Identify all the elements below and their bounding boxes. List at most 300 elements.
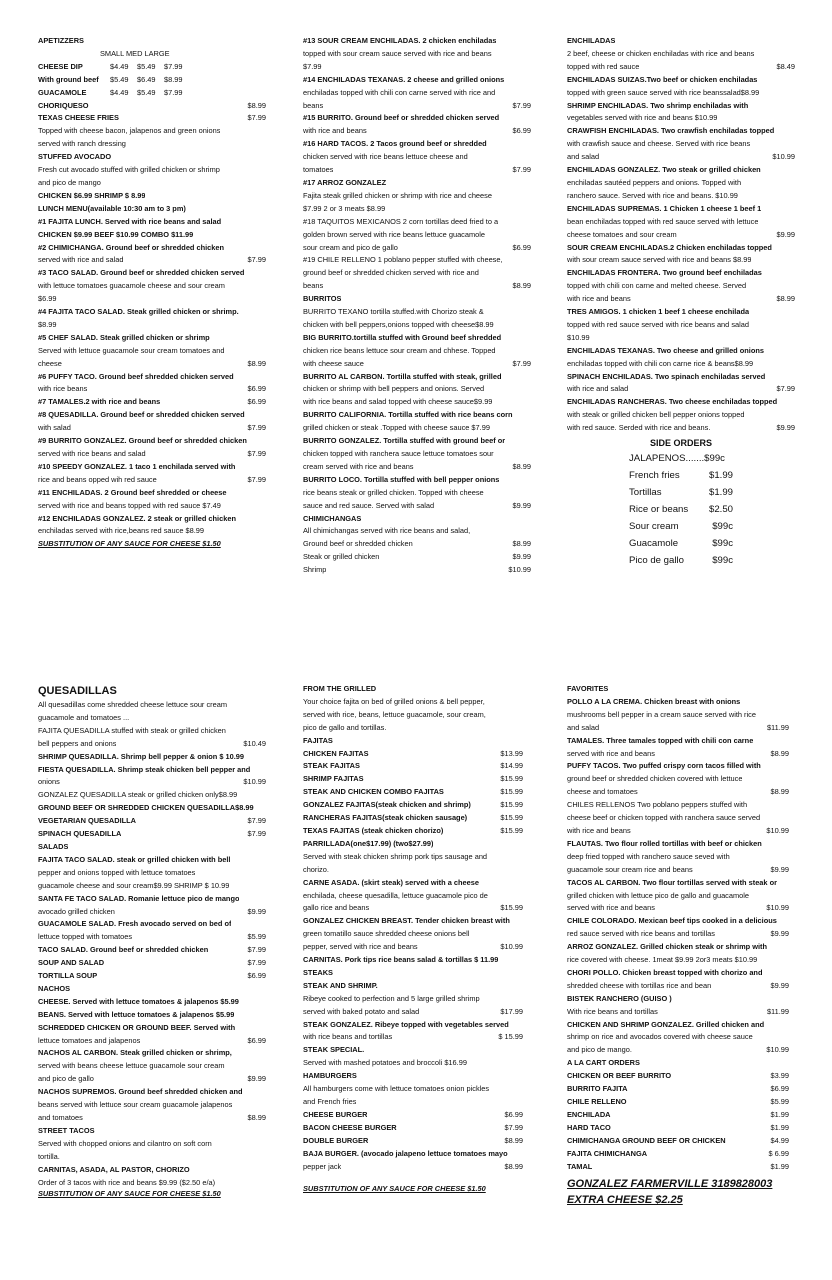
item-text: TAMALES. Three tamales topped with chili con carne <box>567 735 754 745</box>
menu-row <box>303 177 531 190</box>
item-price: $15.99 <box>500 800 523 810</box>
item-price <box>527 190 531 203</box>
menu-row <box>567 825 789 838</box>
item-price <box>791 74 795 87</box>
item-price: $99c <box>712 538 733 549</box>
item-price: $7.99 <box>247 255 266 265</box>
menu-row <box>567 799 789 812</box>
item-price <box>791 267 795 280</box>
item-price: $8.99 <box>504 1135 523 1145</box>
item-price <box>527 525 531 538</box>
item-text: golden brown served with rice beans lettuce guacamole <box>303 229 485 239</box>
item-price <box>519 1057 523 1070</box>
enchiladas-side-column <box>567 35 795 569</box>
item-text: SANTA FE TACO SALAD. Romanie lettuce pico de mango <box>38 893 240 903</box>
item-text: FAVORITES <box>567 684 609 693</box>
item-price <box>262 789 266 802</box>
item-price: $9.99 <box>770 929 789 939</box>
item-text: CARNITAS, ASADA, AL PASTOR, CHORIZO <box>38 1164 190 1174</box>
item-price: $7.99 <box>512 358 531 368</box>
item-price: $7.99 <box>247 474 266 484</box>
item-text: pepper, served with rice and beans <box>303 942 418 952</box>
menu-row <box>38 242 266 255</box>
item-price <box>262 125 266 138</box>
menu-row <box>567 371 795 384</box>
item-price <box>791 216 795 229</box>
item-text: NACHOS AL CARBON. Steak grilled chicken or shrimp, <box>38 1048 232 1058</box>
item-price: $7.99 <box>247 113 266 123</box>
item-text: FAJITA QUESADILLA stuffed with steak or grilled chicken <box>38 725 226 735</box>
menu-row <box>38 513 266 526</box>
menu-row <box>567 177 795 190</box>
item-price: $8.49 <box>776 61 795 71</box>
item-text: gallo rice and beans <box>303 903 370 913</box>
item-text: with salad <box>38 423 71 433</box>
item-price <box>519 928 523 941</box>
item-text: pepper jack <box>303 1161 342 1171</box>
item-price <box>262 1022 266 1035</box>
item-price: $4.49 <box>110 61 129 71</box>
menu-row <box>567 709 789 722</box>
item-text: cream served with rice and beans <box>303 461 414 471</box>
item-price <box>729 450 733 467</box>
item-price <box>785 877 789 890</box>
item-price: $7.99 <box>247 958 266 968</box>
menu-row <box>38 448 266 461</box>
item-price: $8.99 <box>504 1161 523 1171</box>
item-text: topped with chili con carne and melted cheese. Served <box>567 281 747 291</box>
item-text: With ground beef <box>38 74 99 84</box>
item-price <box>791 48 795 61</box>
item-price: $8.99 <box>512 539 531 549</box>
menu-row <box>303 448 531 461</box>
item-text: #19 CHILE RELLENO 1 poblano pepper stuffed with cheese, <box>303 255 503 265</box>
menu-row <box>303 709 523 722</box>
menu-row <box>38 1151 266 1164</box>
item-price: $10.99 <box>772 152 795 162</box>
item-text: ARROZ GONZALEZ. Grilled chicken steak or shrimp with <box>567 942 767 952</box>
menu-row <box>38 1035 266 1048</box>
menu-row <box>567 786 789 799</box>
item-price <box>262 267 266 280</box>
menu-row <box>567 696 789 709</box>
item-text: CARNE ASADA. (skirt steak) served with a cheese <box>303 877 479 887</box>
menu-row <box>567 980 789 993</box>
menu-row <box>38 996 266 1009</box>
menu-row <box>303 564 531 577</box>
menu-row <box>567 280 795 293</box>
item-text: GONZALEZ QUESADILLA steak or grilled chicken only$8.99 <box>38 790 238 800</box>
item-text: Tortillas <box>629 487 662 498</box>
menu-row <box>303 138 531 151</box>
extra-cheese-note: EXTRA CHEESE $2.25 <box>567 1194 683 1207</box>
menu-row <box>303 35 531 48</box>
menu-row <box>567 484 795 501</box>
substitution-note-2: SUBSTITUTION OF ANY SAUCE FOR CHEESE $1.50 <box>38 1189 221 1198</box>
menu-row <box>38 983 266 996</box>
menu-row <box>567 358 795 371</box>
item-price <box>262 293 266 306</box>
menu-row <box>38 789 266 802</box>
menu-row <box>567 954 789 967</box>
menu-row <box>303 915 523 928</box>
item-text: and tomatoes <box>38 1113 83 1122</box>
menu-row <box>303 851 523 864</box>
item-text: CHICKEN $9.99 BEEF $10.99 COMBO $11.99 <box>38 229 194 239</box>
item-text: $8.99 <box>38 319 57 329</box>
side-orders-list <box>567 450 795 569</box>
menu-list <box>303 35 531 577</box>
menu-row <box>38 396 266 409</box>
item-text: topped with red sauce served with rice beans and salad <box>567 319 750 329</box>
menu-row <box>567 48 795 61</box>
item-text: Topped with cheese bacon, jalapenos and green onions <box>38 126 221 136</box>
item-text: TACOS AL CARBON. Two flour tortillas served with steak or <box>567 877 777 887</box>
menu-row <box>567 812 789 825</box>
item-price <box>791 87 795 100</box>
item-price: $7.99 <box>504 1122 523 1132</box>
menu-row <box>38 474 266 487</box>
menu-row <box>567 1044 789 1057</box>
menu-row <box>567 293 795 306</box>
item-text: SOUP AND SALAD <box>38 958 105 968</box>
menu-row <box>303 203 531 216</box>
item-text: CHICKEN OR BEEF BURRITO <box>567 1071 672 1081</box>
item-price <box>262 345 266 358</box>
item-text: HARD TACO <box>567 1122 611 1132</box>
item-text: BAJA BURGER. (avocado jalapeno lettuce tomatoes mayo <box>303 1148 508 1158</box>
item-text: FAJITAS <box>303 735 333 745</box>
item-text: CHILES RELLENOS Two poblano peppers stuffed with <box>567 800 748 810</box>
item-text: #13 SOUR CREAM ENCHILADAS. 2 chicken enchiladas <box>303 36 497 45</box>
item-price: $7.99 <box>247 449 266 458</box>
item-price <box>262 203 266 216</box>
item-text: deep fried topped with ranchero sauce seved with <box>567 851 730 861</box>
item-text: with red sauce. Serded with rice and beans. <box>567 423 711 433</box>
item-price <box>527 138 531 151</box>
item-price <box>262 216 266 229</box>
item-text: NACHOS SUPREMOS. Ground beef shredded chicken and <box>38 1087 243 1097</box>
menu-row <box>303 164 531 177</box>
item-text: CHICKEN FAJITAS <box>303 748 369 758</box>
item-price <box>527 396 531 409</box>
menu-row <box>303 967 523 980</box>
menu-row <box>303 551 531 564</box>
menu-row <box>303 812 523 825</box>
item-price: $15.99 <box>500 825 523 835</box>
item-price <box>519 967 523 980</box>
item-text: #9 BURRITO GONZALEZ. Ground beef or shredded chicken <box>38 436 247 446</box>
item-price <box>262 751 266 764</box>
item-text: served with rice and beans <box>567 903 655 913</box>
menu-row <box>38 776 266 789</box>
item-price: $8.99 <box>512 281 531 291</box>
menu-row <box>567 319 795 332</box>
item-price: $99c <box>712 555 733 566</box>
menu-row <box>567 535 795 552</box>
item-text: Sour cream <box>629 521 679 532</box>
item-text: BURRITO CALIFORNIA. Tortilla stuffed with rice beans corn <box>303 410 513 420</box>
item-text: All chimichangas served with rice beans and salad, <box>303 526 471 536</box>
item-price <box>262 461 266 474</box>
item-price <box>262 854 266 867</box>
item-text: grilled chicken with lettuce pico de gallo and guacamole <box>567 890 750 900</box>
item-text: #15 BURRITO. Ground beef or shredded chicken served <box>303 113 500 123</box>
item-price: $5.99 <box>770 1097 789 1106</box>
menu-row <box>38 893 266 906</box>
menu-row <box>303 1044 523 1057</box>
menu-row <box>303 190 531 203</box>
item-text: enchilada, cheese quesadilla, lettuce guacamole pico de <box>303 890 488 900</box>
menu-row <box>303 722 523 735</box>
item-text: guacamole sour cream rice and beans <box>567 864 693 874</box>
item-price <box>791 345 795 358</box>
menu-row <box>38 880 266 893</box>
item-text: and salad <box>567 152 600 162</box>
item-price <box>527 267 531 280</box>
menu-row <box>303 799 523 812</box>
item-text: #14 ENCHILADAS TEXANAS. 2 cheese and grilled onions <box>303 74 505 84</box>
item-price: $10.99 <box>508 565 531 575</box>
menu-row <box>38 1138 266 1151</box>
item-price <box>262 242 266 255</box>
item-price <box>791 409 795 422</box>
item-text: shredded cheese with tortillas rice and bean <box>567 980 712 990</box>
menu-row <box>303 396 531 409</box>
item-text: Pico de gallo <box>629 555 684 566</box>
item-price <box>785 696 789 709</box>
item-text: green tomatillo sauce shredded cheese onions bell <box>303 929 470 939</box>
menu-row <box>567 254 795 267</box>
item-text: JALAPENOS.......$99c <box>629 453 725 464</box>
item-text: chicken or shrimp with bell peppers and onions. Served <box>303 384 485 394</box>
item-text: Steak or grilled chicken <box>303 552 380 562</box>
enchiladas-list <box>567 35 795 435</box>
item-price <box>527 435 531 448</box>
item-text: ENCHILADAS FRONTERA. Two ground beef enchiladas <box>567 268 762 278</box>
menu-row <box>38 383 266 396</box>
menu-row <box>303 928 523 941</box>
item-text: CRAWFISH ENCHILADAS. Two crawfish enchiladas topped <box>567 126 775 136</box>
menu-row <box>567 838 789 851</box>
item-price <box>262 1009 266 1022</box>
item-price: $7.99 <box>164 61 183 71</box>
item-text: enchiladas served with rice,beans red sauce $8.99 <box>38 526 204 536</box>
menu-row <box>303 1135 523 1148</box>
substitution-note: SUBSTITUTION OF ANY SAUCE FOR CHEESE $1.50 <box>38 539 221 549</box>
item-price: $6.99 <box>247 1035 266 1045</box>
item-text: mushrooms bell pepper in a cream sauce served with rice <box>567 709 756 719</box>
item-price <box>791 306 795 319</box>
item-price <box>262 996 266 1009</box>
item-text: VEGETARIAN QUESADILLA <box>38 816 136 826</box>
item-text: #5 CHEF SALAD. Steak grilled chicken or shrimp <box>38 332 210 342</box>
menu-row <box>303 993 523 1006</box>
item-text: enchiladas topped with chili con carne rice & beans$8.99 <box>567 358 754 368</box>
item-text: SHRIMP ENCHILADAS. Two shrimp enchiladas with <box>567 100 749 110</box>
item-text: pico de gallo and tortillas. <box>303 722 387 732</box>
menu-row <box>303 461 531 474</box>
item-price <box>527 177 531 190</box>
item-text: STREET TACOS <box>38 1125 95 1135</box>
menu-row <box>303 538 531 551</box>
menu-row <box>303 345 531 358</box>
item-text: STEAK GONZALEZ. Ribeye topped with vegetables served <box>303 1019 509 1029</box>
menu-row <box>38 100 266 113</box>
item-text: French fries <box>629 470 680 481</box>
menu-row <box>38 267 266 280</box>
menu-row <box>303 683 523 696</box>
item-price <box>262 487 266 500</box>
menu-row <box>303 760 523 773</box>
item-text: guacamole cheese and sour cream$9.99 SHRIMP $ 10.99 <box>38 880 230 890</box>
menu-row <box>38 1073 266 1086</box>
item-text: CHILE RELLENO <box>567 1097 627 1106</box>
quesadillas-column <box>38 683 266 1198</box>
menu-row <box>567 125 795 138</box>
item-price <box>519 696 523 709</box>
item-price <box>527 112 531 125</box>
menu-row <box>567 552 795 569</box>
menu-row <box>38 957 266 970</box>
item-price <box>791 35 795 48</box>
item-price <box>519 993 523 1006</box>
item-text: STEAK AND SHRIMP. <box>303 980 378 990</box>
item-price: $6.99 <box>770 1084 789 1094</box>
item-price: $8.99 <box>247 358 266 368</box>
item-text: rice and beans opped wih red sauce <box>38 474 157 484</box>
item-text: rice covered with cheese. 1meat $9.99 2or3 meats $10.99 <box>567 955 758 965</box>
quesadillas-list <box>38 699 266 1189</box>
item-text: with rice beans and tortillas <box>303 1032 393 1042</box>
item-text: #16 HARD TACOS. 2 Tacos ground beef or shredded <box>303 139 487 149</box>
item-price: $9.99 <box>776 423 795 433</box>
item-text: LUNCH MENU(available 10:30 am to 3 pm) <box>38 203 186 213</box>
item-price <box>785 683 789 696</box>
item-text: with rice and salad <box>567 384 629 394</box>
item-text: ENCHILADAS SUIZAS.Two beef or chicken enchiladas <box>567 74 758 84</box>
menu-row <box>567 928 789 941</box>
menu-row <box>303 748 523 761</box>
item-price: $7.99 <box>512 100 531 110</box>
item-price <box>791 332 795 345</box>
item-price: $10.49 <box>243 738 266 748</box>
item-text: BURRITO FAJITA <box>567 1084 628 1094</box>
menu-row <box>303 513 531 526</box>
item-price: $8.99 <box>247 100 266 110</box>
menu-row <box>38 500 266 513</box>
menu-row <box>303 1161 523 1174</box>
item-text: NACHOS <box>38 983 71 993</box>
menu-row <box>303 1019 523 1032</box>
menu-row <box>303 902 523 915</box>
item-price <box>791 190 795 203</box>
item-price <box>527 345 531 358</box>
menu-row <box>303 151 531 164</box>
item-price <box>527 448 531 461</box>
item-text: ENCHILADAS RANCHERAS. Two cheese enchiladas topped <box>567 397 778 407</box>
item-text: served with ranch dressing <box>38 139 126 149</box>
item-price: $7.99 <box>247 816 266 826</box>
item-text: red sauce served with rice beans and tortillas <box>567 929 715 939</box>
item-text: 2 beef, cheese or chicken enchiladas with rice and beans <box>567 48 755 58</box>
item-text: tortilla. <box>38 1151 60 1161</box>
item-text: #1 FAJITA LUNCH. Served with rice beans and salad <box>38 216 222 226</box>
item-text: and French fries <box>303 1097 357 1106</box>
menu-row <box>567 683 789 696</box>
item-text: TACO SALAD. Ground beef or shredded chicken <box>38 945 209 955</box>
menu-row <box>38 319 266 332</box>
item-text: with cheese sauce <box>303 358 364 368</box>
item-text: BURRITOS <box>303 294 342 304</box>
item-text: enchiladas sautéed peppers and onions. Topped with <box>567 177 742 187</box>
item-price <box>262 306 266 319</box>
item-price: $9.99 <box>512 500 531 510</box>
item-price <box>519 838 523 851</box>
menu-row <box>38 854 266 867</box>
item-price <box>519 851 523 864</box>
menu-row <box>567 190 795 203</box>
item-price: $8.99 <box>247 1113 266 1122</box>
menu-row <box>38 1009 266 1022</box>
item-text: SPINACH ENCHILADAS. Two spinach enchiladas served <box>567 371 766 381</box>
menu-row <box>38 1164 266 1177</box>
item-text: #12 ENCHILADAS GONZALEZ. 2 steak or grilled chicken <box>38 513 236 523</box>
item-price: $1.99 <box>708 470 733 481</box>
item-price: $7.99 <box>164 87 183 97</box>
item-text: sour cream and pico de gallo <box>303 242 398 252</box>
item-price: $9.99 <box>247 1074 266 1084</box>
item-price <box>262 1060 266 1073</box>
menu-row <box>303 1148 523 1161</box>
item-text: lettuce tomatoes and jalapenos <box>38 1035 141 1045</box>
menu-row <box>38 699 266 712</box>
menu-row <box>567 345 795 358</box>
menu-row <box>38 918 266 931</box>
item-text: ranchero sauce. Served with rice and beans. $10.99 <box>567 190 738 200</box>
item-text: All quesadillas come shredded cheese lettuce sour cream <box>38 700 227 709</box>
item-price <box>785 915 789 928</box>
item-price <box>262 513 266 526</box>
item-text: With rice beans and tortillas <box>567 1006 658 1016</box>
item-text: STEAK AND CHICKEN COMBO FAJITAS <box>303 787 444 797</box>
item-text: CHORIQUESO <box>38 100 89 110</box>
item-price: $11.99 <box>766 722 789 732</box>
menu-row <box>303 786 523 799</box>
menu-row <box>303 773 523 786</box>
item-text: with lettuce tomatoes guacamole cheese and sour cream <box>38 281 225 291</box>
menu-row <box>38 254 266 267</box>
size-price-row <box>38 87 266 100</box>
menu-row <box>567 1057 789 1070</box>
menu-row <box>303 306 531 319</box>
item-text: BEANS. Served with lettuce tomatoes & jalapenos $5.99 <box>38 1009 235 1019</box>
item-price <box>791 371 795 384</box>
menu-row <box>303 487 531 500</box>
favorites-column <box>567 683 789 1208</box>
item-price: $11.99 <box>766 1006 789 1016</box>
item-text: topped with sour cream sauce served with rice and beans <box>303 48 492 58</box>
menu-row <box>567 74 795 87</box>
item-text: CHIMICHANGAS <box>303 513 362 523</box>
item-text: #17 ARROZ GONZALEZ <box>303 177 387 187</box>
item-text: SHRIMP QUESADILLA. Shrimp bell pepper & onion $ 10.99 <box>38 751 245 761</box>
item-text: TAMAL <box>567 1161 593 1171</box>
item-price: $7.99 <box>247 945 266 955</box>
item-text: Shrimp <box>303 565 327 575</box>
item-price <box>262 802 266 815</box>
item-price <box>262 1125 266 1138</box>
